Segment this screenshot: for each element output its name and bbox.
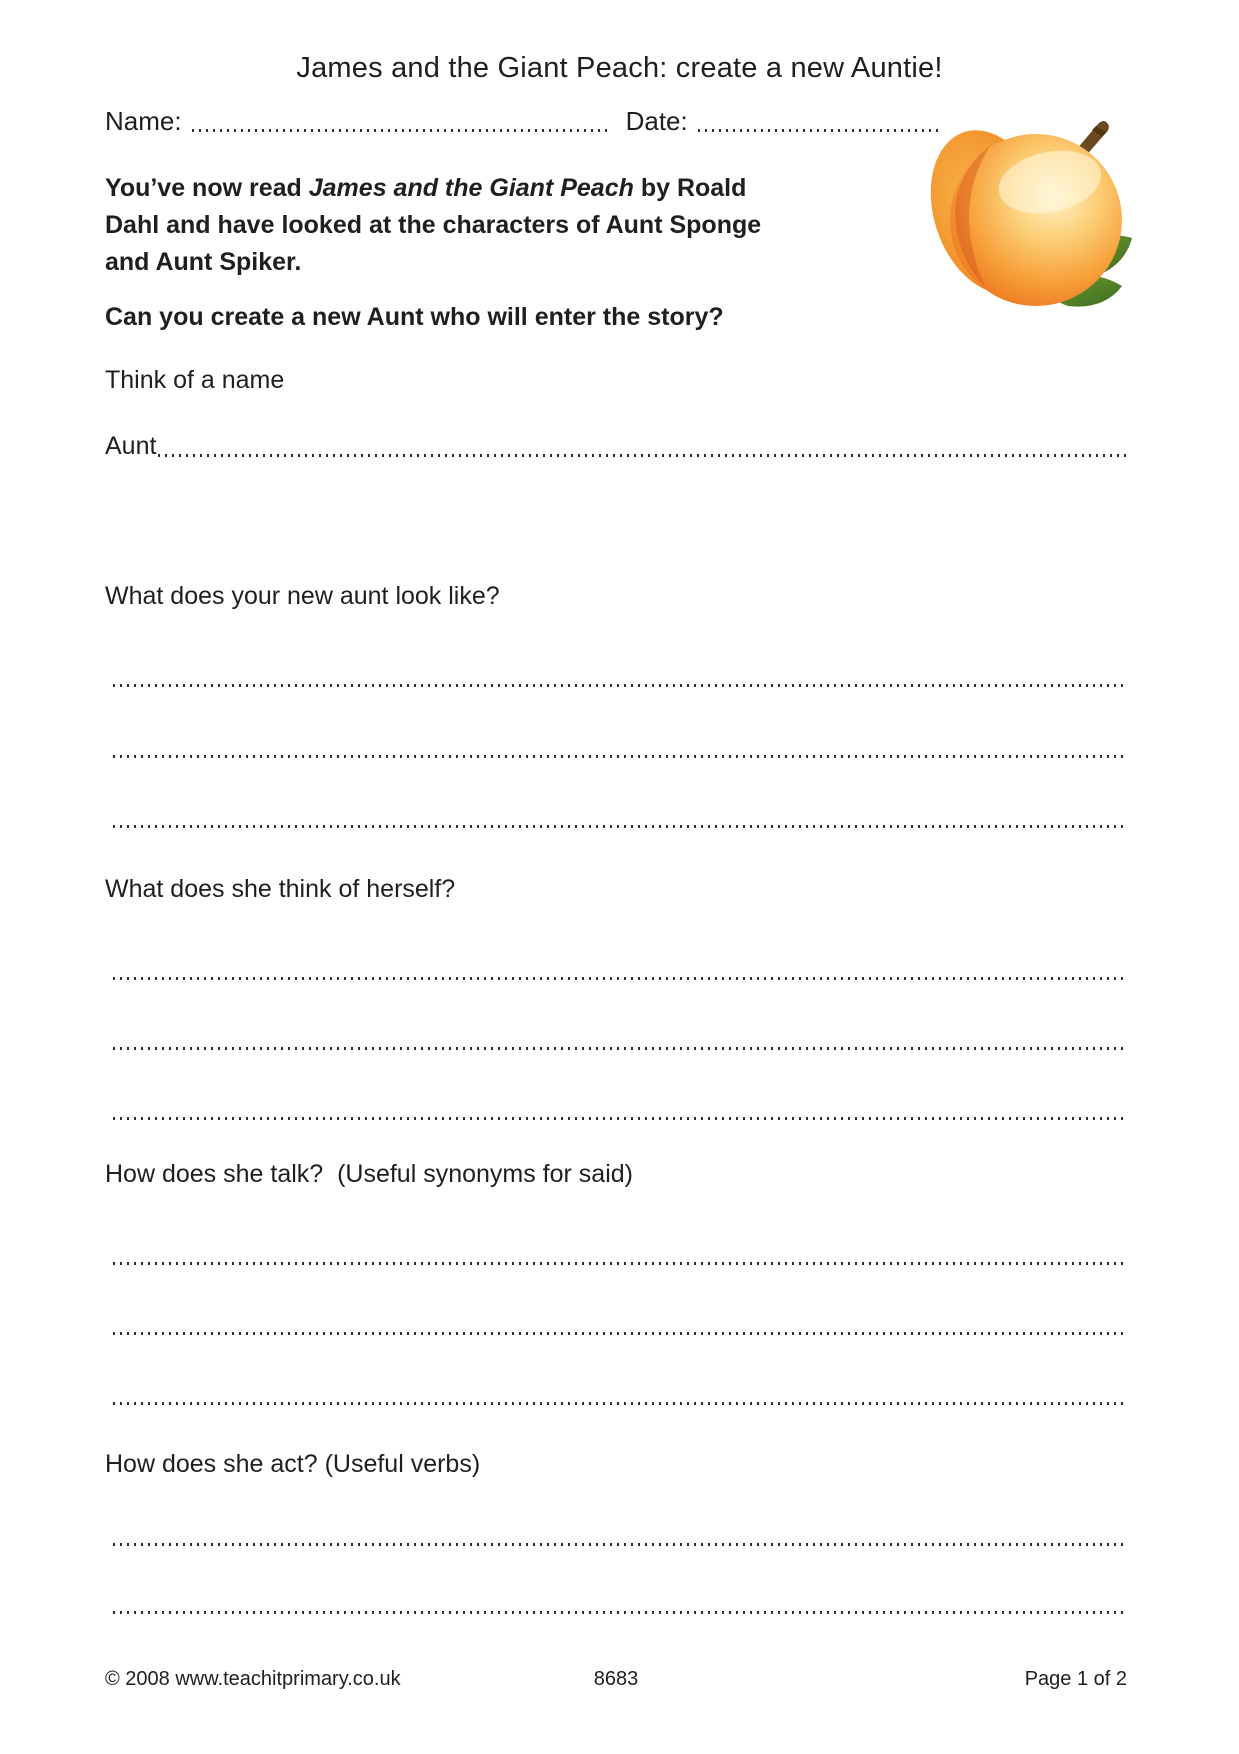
aunt-name-write-line [158, 454, 1127, 457]
answer-line [113, 684, 1127, 687]
question-think-of-herself: What does she think of herself? [105, 875, 456, 903]
page-footer [105, 1668, 1127, 1691]
peach-illustration [926, 110, 1140, 316]
question-look-like: What does your new aunt look like? [105, 582, 500, 610]
name-date-row [105, 106, 943, 137]
book-title-italic: James and the Giant Peach [308, 174, 634, 202]
intro-text-line2: Dahl and have looked at the characters of Aunt Sponge [105, 211, 762, 239]
resource-id: 8683 [593, 1668, 639, 1690]
aunt-prefix-label: Aunt [105, 432, 157, 460]
intro-paragraph [105, 170, 885, 281]
copyright-text: © 2008 www.teachitprimary.co.uk [105, 1668, 401, 1690]
name-write-line [192, 129, 612, 132]
peach-icon [926, 110, 1140, 316]
answer-line [113, 1117, 1127, 1120]
answer-line [113, 1543, 1127, 1546]
answer-line [113, 1047, 1127, 1050]
date-write-line [698, 129, 943, 132]
question-how-act: How does she act? (Useful verbs) [105, 1450, 481, 1478]
answer-line [113, 1332, 1127, 1335]
answer-line [113, 977, 1127, 980]
intro-text-line3: and Aunt Spiker. [105, 248, 302, 276]
answer-line [113, 1402, 1127, 1405]
answer-line [113, 1611, 1127, 1614]
name-instruction: Think of a name [105, 366, 285, 394]
page-title: James and the Giant Peach: create a new Auntie! [296, 52, 943, 84]
aunt-name-answer-row [105, 432, 1127, 461]
question-how-talk: How does she talk? (Useful synonyms for said) [105, 1160, 633, 1188]
task-prompt: Can you create a new Aunt who will enter the story? [105, 303, 724, 331]
date-label: Date: [625, 106, 688, 136]
intro-text-post: by Roald [633, 174, 747, 202]
answer-line [113, 825, 1127, 828]
answer-line [113, 755, 1127, 758]
answer-line [113, 1262, 1127, 1265]
page-number: Page 1 of 2 [1024, 1668, 1127, 1690]
intro-text-pre: You’ve now read [105, 174, 309, 202]
name-label: Name: [105, 106, 182, 136]
